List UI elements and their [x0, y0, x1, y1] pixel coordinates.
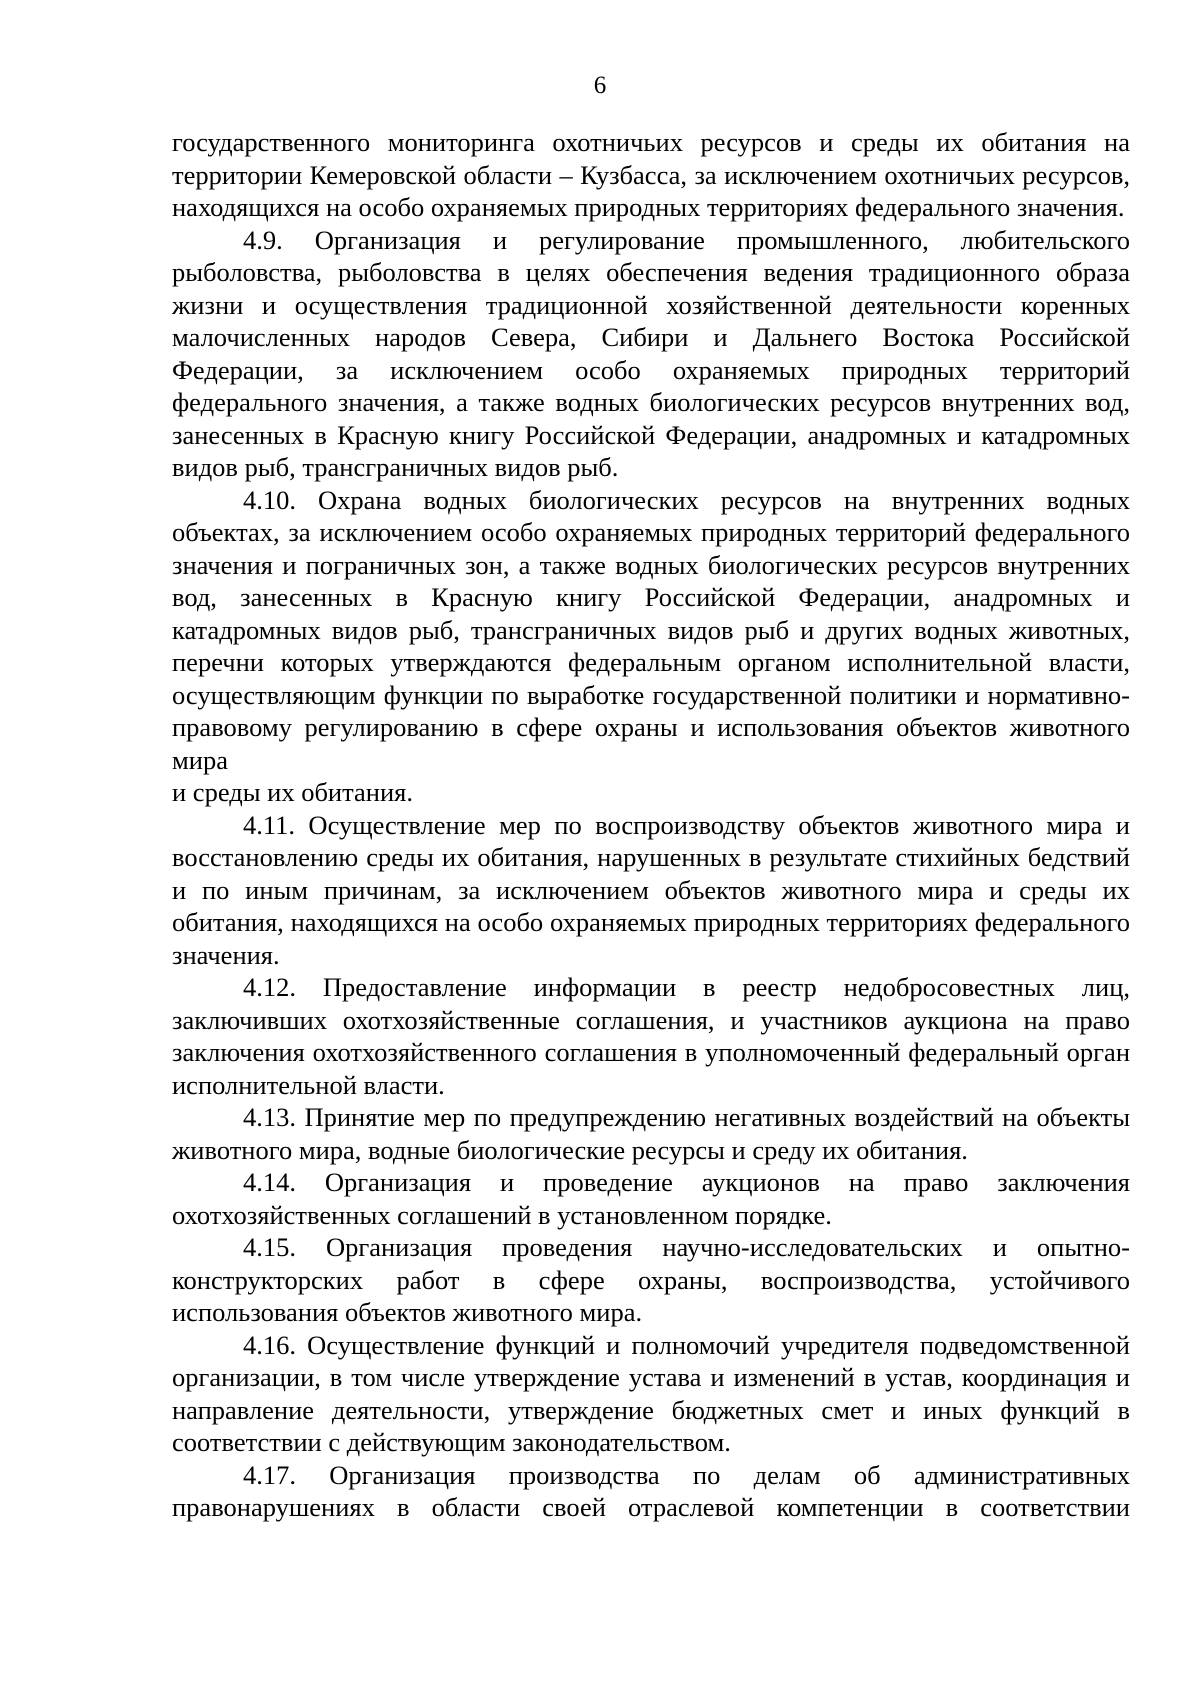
paragraph-continuation: государственного мониторинга охотничьих ресурсов и среды их обитания на территории Кемеровской области – Кузбасса, за исключением охотничьих ресурсов, находящихся на особо охраняемых природных территориях федерального значения. [172, 127, 1130, 222]
paragraph-4-15: 4.15. Организация проведения научно-исследовательских и опытно-конструкторских работ в сфере охраны, воспроизводства, устойчивого использования объектов животного мира. [172, 1232, 1130, 1327]
paragraph-4-13: 4.13. Принятие мер по предупреждению негативных воздействий на объекты животного мира, водные биологические ресурсы и среду их обитания. [172, 1102, 1130, 1165]
paragraph-4-11: 4.11. Осуществление мер по воспроизводству объектов животного мира и восстановлению среды их обитания, нарушенных в результате стихийных бедствий и по иным причинам, за исключением объектов животного мира и среды их обитания, находящихся на особо охраняемых природных территориях федерального значения. [172, 809, 1130, 970]
page-number: 6 [593, 72, 607, 99]
paragraph-4-16: 4.16. Осуществление функций и полномочий учредителя подведомственной организации, в том числе утверждение устава и изменений в устав, координация и направление деятельности, утверждение бюджетных смет и иных функций в соответствии с действующим законодательством. [172, 1329, 1130, 1457]
paragraph-4-17: 4.17. Организация производства по делам об административных правонарушениях в области своей отраслевой компетенции в соответствии [172, 1459, 1130, 1522]
paragraph-4-9: 4.9. Организация и регулирование промышленного, любительского рыболовства, рыболовства в целях обеспечения ведения традиционного образа жизни и осуществления традиционной хозяйственной деятельности коренных малочисленных народов Севера, Сибири и Дальнего Востока Российской Федерации, за исключением особо охраняемых природных территорий федерального значения, а также водных биологических ресурсов внутренних вод, занесенных в Красную книгу Российской Федерации, анадромных и катадромных видов рыб, трансграничных видов рыб. [172, 224, 1130, 482]
paragraph-4-12: 4.12. Предоставление информации в реестр недобросовестных лиц, заключивших охотхозяйственные соглашения, и участников аукциона на право заключения охотхозяйственного соглашения в уполномоченный федеральный орган исполнительной власти. [172, 972, 1130, 1100]
document-body [172, 126, 1130, 1524]
paragraph-4-10: 4.10. Охрана водных биологических ресурсов на внутренних водных объектах, за исключением особо охраняемых природных территорий федерального значения и пограничных зон, а также водных биологических ресурсов внутренних вод, занесенных в Красную книгу Российской Федерации, анадромных и катадромных видов рыб, трансграничных видов рыб и других водных животных, перечни которых утверждаются федеральным органом исполнительной власти, осуществляющим функции по выработке государственной политики и нормативно-правовому регулированию в сфере охраны и использования объектов животного мира [172, 484, 1130, 775]
paragraph-4-10-tail: и среды их обитания. [172, 777, 413, 807]
paragraph-4-14: 4.14. Организация и проведение аукционов на право заключения охотхозяйственных соглашений в установленном порядке. [172, 1167, 1130, 1230]
